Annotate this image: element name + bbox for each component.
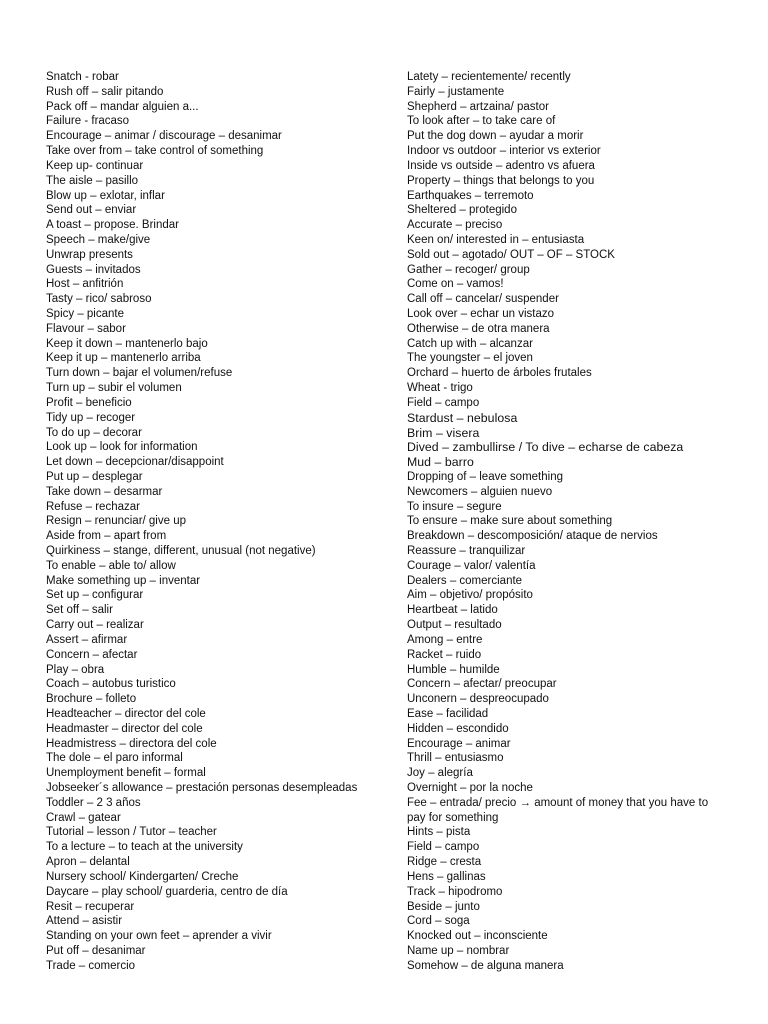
vocab-entry: Cord – soga [407,915,470,928]
vocab-entry: Unconern – despreocupado [407,693,549,706]
vocab-entry: Aside from – apart from [46,530,167,543]
vocab-entry: Accurate – preciso [407,219,503,232]
vocab-entry: Host – anfitrión [46,278,124,291]
vocab-entry: Gather – recoger/ group [407,263,530,276]
vocab-entry: Otherwise – de otra manera [407,322,550,335]
vocab-entry: Send out – enviar [46,204,137,217]
vocab-entry: Resit – recuperar [46,900,135,913]
vocab-entry: Concern – afectar/ preocupar [407,678,557,691]
vocab-entry: Tasty – rico/ sabroso [46,293,152,306]
vocab-entry: Turn down – bajar el volumen/refuse [46,367,233,380]
vocab-entry: Jobseeker´s allowance – prestación personas desempleadas [46,782,358,794]
vocab-entry: Encourage – animar / discourage – desanimar [46,130,282,143]
vocab-entry: pay for something [407,811,499,824]
vocab-entry: Shepherd – artzaina/ pastor [407,100,549,113]
vocab-entry: Joy – alegría [407,767,473,780]
vocab-entry: Let down – decepcionar/disappoint [46,456,224,469]
vocab-entry: Concern – afectar [46,648,138,661]
vocab-entry: Mud – barro [407,455,474,470]
vocab-entry: Nursery school/ Kindergarten/ Creche [46,870,239,883]
vocab-entry: Breakdown – descomposición/ ataque de nervios [407,530,658,543]
vocab-entry: Apron – delantal [46,856,130,869]
vocab-entry: Snatch - robar [46,71,119,83]
vocab-entry: Newcomers – alguien nuevo [407,485,553,498]
vocab-entry: Attend – asistir [46,915,123,928]
vocab-entry: Crawl – gatear [46,811,121,824]
right-column [407,70,747,974]
vocab-entry: Racket – ruido [407,648,482,661]
vocab-entry: Assert – afirmar [46,633,128,646]
left-column [46,70,396,974]
vocab-entry: Put up – desplegar [46,470,143,483]
vocab-entry: Aim – objetivo/ propósito [407,589,533,602]
vocab-entry: Daycare – play school/ guarderia, centro de día [46,885,288,898]
vocab-entry: Take over from – take control of something [46,145,264,158]
vocab-entry: Ridge – cresta [407,856,482,869]
vocab-entry: Stardust – nebulosa [407,410,518,425]
vocab-entry: Standing on your own feet – aprender a vivir [46,930,272,943]
vocab-entry: The youngster – el joven [407,352,533,365]
vocab-entry: Put off – desanimar [46,944,146,957]
vocab-entry: Speech – make/give [46,233,151,246]
vocab-entry: Fairly – justamente [407,85,505,98]
vocab-entry: Quirkiness – stange, different, unusual (not negative) [46,545,316,557]
vocab-entry: Knocked out – inconsciente [407,930,548,943]
vocab-entry: Headmistress – directora del cole [46,737,217,750]
vocab-entry: Name up – nombrar [407,944,510,957]
vocab-entry: Pack off – mandar alguien a... [46,100,199,113]
vocab-entry: To look after – to take care of [407,115,556,128]
vocab-entry: Encourage – animar [407,737,511,750]
vocab-entry: Somehow – de alguna manera [407,959,564,972]
vocab-entry: Brim – visera [407,425,480,440]
vocab-entry: Headmaster – director del cole [46,722,203,735]
vocab-entry: Orchard – huerto de árboles frutales [407,367,592,380]
vocab-entry: Toddler – 2 3 años [46,796,141,809]
vocab-entry: Sheltered – protegido [407,204,517,217]
vocab-entry: Unemployment benefit – formal [46,767,206,780]
vocab-entry: Guests – invitados [46,263,141,276]
vocab-entry: Field – campo [407,396,480,409]
vocab-entry: Failure - fracaso [46,115,130,128]
vocab-entry: Among – entre [407,633,483,646]
vocab-entry: Property – things that belongs to you [407,174,595,187]
vocab-entry: Turn up – subir el volumen [46,382,182,395]
vocab-entry: Indoor vs outdoor – interior vs exterior [407,145,601,158]
vocab-entry: Humble – humilde [407,663,500,676]
vocab-entry: Coach – autobus turistico [46,678,176,691]
vocab-entry: Blow up – exlotar, inflar [46,189,165,202]
vocab-entry: Headteacher – director del cole [46,707,206,720]
vocab-entry: Dealers – comerciante [407,574,523,587]
vocab-entry: Earthquakes – terremoto [407,189,534,202]
vocab-entry: Take down – desarmar [46,485,163,498]
vocab-entry: Resign – renunciar/ give up [46,515,186,528]
vocab-entry: Look up – look for information [46,441,198,454]
vocab-entry: Output – resultado [407,619,502,632]
vocab-entry: Tutorial – lesson / Tutor – teacher [46,826,217,839]
vocab-entry: Keep it down – mantenerlo bajo [46,337,208,350]
vocab-entry: Field – campo [407,841,480,854]
vocab-entry: Call off – cancelar/ suspender [407,293,559,306]
vocab-entry: Brochure – folleto [46,693,137,706]
vocab-entry: To insure – segure [407,500,502,513]
vocab-entry: Refuse – rechazar [46,500,140,513]
vocab-entry: Wheat - trigo [407,382,473,395]
vocab-entry: Dived – zambullirse / To dive – echarse de cabeza [407,440,684,455]
vocab-entry: Profit – beneficio [46,396,132,409]
vocab-entry: Rush off – salir pitando [46,85,164,98]
vocab-entry: Keep up- continuar [46,159,144,172]
vocab-entry: To ensure – make sure about something [407,515,613,528]
vocab-entry: Hens – gallinas [407,870,486,883]
vocab-entry: A toast – propose. Brindar [46,219,179,232]
vocab-entry: Set off – salir [46,604,113,617]
vocab-entry: Carry out – realizar [46,619,144,632]
vocab-entry: Come on – vamos! [407,278,504,291]
vocab-entry: Catch up with – alcanzar [407,337,533,350]
vocab-entry: Overnight – por la noche [407,782,533,794]
vocab-entry: Flavour – sabor [46,322,126,335]
vocab-entry: Hidden – escondido [407,722,509,735]
vocab-entry: To a lecture – to teach at the university [46,841,243,854]
vocab-entry: Beside – junto [407,900,480,913]
vocab-entry: Heartbeat – latido [407,604,498,617]
vocab-entry: The dole – el paro informal [46,752,183,765]
vocab-entry: Set up – configurar [46,589,144,602]
vocab-entry: Hints – pista [407,826,471,839]
vocab-entry: Track – hipodromo [407,885,503,898]
vocab-entry: Put the dog down – ayudar a morir [407,130,584,143]
vocab-entry: Latety – recientemente/ recently [407,71,571,83]
vocab-entry: Dropping of – leave something [407,470,563,483]
vocab-entry: Make something up – inventar [46,574,201,587]
vocab-entry: To enable – able to/ allow [46,559,176,572]
vocab-entry: Trade – comercio [46,959,136,972]
vocab-entry: Thrill – entusiasmo [407,752,504,765]
vocab-entry: Spicy – picante [46,308,124,320]
vocab-entry: Play – obra [46,663,105,676]
vocab-entry: Ease – facilidad [407,707,489,720]
vocab-entry: Courage – valor/ valentía [407,559,536,572]
vocab-entry: Inside vs outside – adentro vs afuera [407,159,595,172]
vocab-entry: Reassure – tranquilizar [407,545,526,557]
vocab-entry: The aisle – pasillo [46,174,139,187]
vocab-entry: Unwrap presents [46,248,133,261]
vocab-entry: Look over – echar un vistazo [407,308,555,320]
vocab-entry: To do up – decorar [46,426,142,439]
vocab-entry: Tidy up – recoger [46,411,136,424]
vocab-entry: Sold out – agotado/ OUT – OF – STOCK [407,248,615,261]
vocab-entry: Keen on/ interested in – entusiasta [407,233,585,246]
vocab-entry: Keep it up – mantenerlo arriba [46,352,201,365]
vocab-entry: Fee – entrada/ precio → amount of money that you have to [407,796,709,809]
